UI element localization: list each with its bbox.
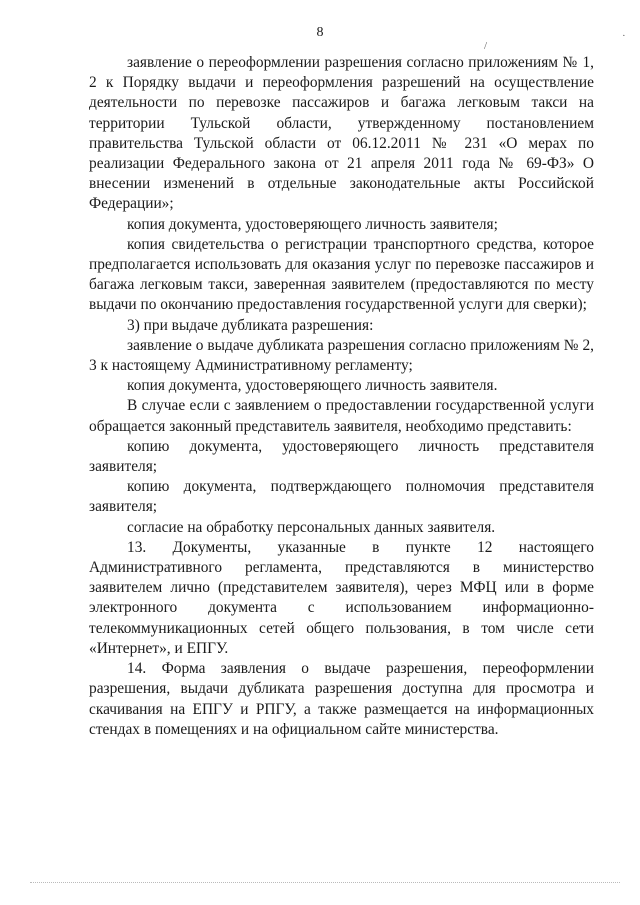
paragraph: 13. Документы, указанные в пункте 12 настоящего Административного регламента, представляются в министерство заявителем лично (представителем заявителя), через МФЦ или в форме электронного документа с использованием информационно-телекоммуникационных сетей общего пользования, в том числе сети «Интернет», и ЕПГУ. — [89, 538, 594, 657]
paragraph: 14. Форма заявления о выдаче разрешения, переоформлении разрешения, выдачи дубликата разрешения доступна для просмотра и скачивания на ЕПГУ и РПГУ, а также размещается на информационных стендах в помещениях и на официальном сайте министерства. — [89, 660, 594, 738]
paragraph: копию документа, удостоверяющего личность представителя заявителя; — [89, 437, 594, 476]
scan-mark: · — [622, 30, 626, 42]
paragraph: заявление о выдаче дубликата разрешения согласно приложениям № 2, 3 к настоящему Административному регламенту; — [89, 336, 594, 375]
paragraph: копия свидетельства о регистрации транспортного средства, которое предполагается использовать для оказания услуг по перевозке пассажиров и багажа легковым такси, заверенная заявителем (предоставляются по месту выдачи по окончанию предоставления государственной услуги для сверки); — [89, 235, 594, 314]
paragraph: В случае если с заявлением о предоставлении государственной услуги обращается законный представитель заявителя, необходимо представить: — [89, 397, 594, 435]
paragraph: 3) при выдаче дубликата разрешения: — [127, 316, 374, 334]
page-number: 8 — [316, 25, 324, 40]
paragraph: заявление о переоформлении разрешения согласно приложениям № 1, 2 к Порядку выдачи и переоформления разрешений на осуществление деятельности по перевозке пассажиров и багажа легковым такси на территории Тульской области, утвержденному постановлением правительства Тульской области от 06.12.2011 № 231 «О мерах по реализации Федерального закона от 21 апреля 2011 года № 69-ФЗ» О внесении изменений в отдельные законодательные акты Российской Федерации»; — [89, 54, 594, 213]
paragraph: копию документа, подтверждающего полномочия представителя заявителя; — [89, 478, 594, 516]
paragraph: копия документа, удостоверяющего личность заявителя. — [127, 377, 498, 395]
bottom-divider — [30, 882, 620, 883]
paragraph: копия документа, удостоверяющего личность заявителя; — [127, 215, 498, 233]
paragraph: согласие на обработку персональных данных заявителя. — [127, 518, 496, 536]
document-body — [89, 53, 594, 740]
scan-mark: / — [484, 40, 488, 52]
